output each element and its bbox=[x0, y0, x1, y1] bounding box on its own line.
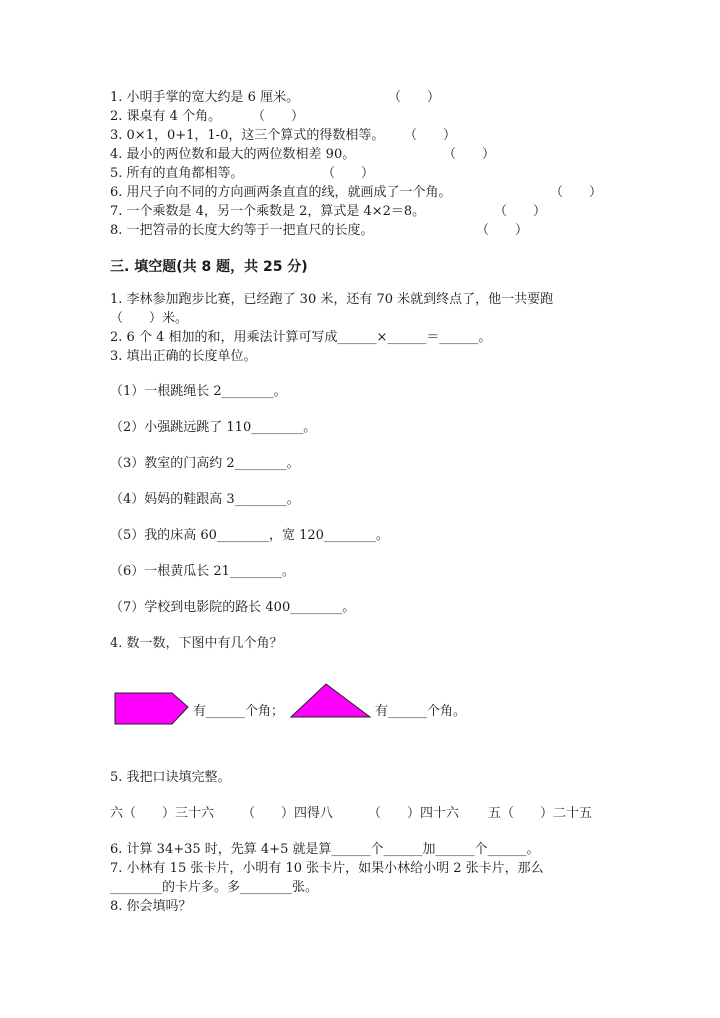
question-7-line-2: ________的卡片多。多________张。 bbox=[110, 880, 319, 895]
judgment-answer-1[interactable]: （ ） bbox=[388, 90, 441, 105]
judgment-answer-2[interactable]: （ ） bbox=[252, 109, 305, 124]
question-5-item-3: （ ）四十六 bbox=[368, 806, 460, 821]
judgment-answer-5[interactable]: （ ） bbox=[322, 166, 375, 181]
section-title: 三. 填空题(共 8 题，共 25 分) bbox=[110, 259, 308, 275]
judgment-answer-4[interactable]: （ ） bbox=[443, 147, 496, 162]
judgment-answer-8[interactable]: （ ） bbox=[476, 223, 529, 238]
judgment-item-6: 6. 用尺子向不同的方向画两条直直的线，就画成了一个角。 bbox=[110, 185, 452, 200]
question-3-item-1: （1）一根跳绳长 2________。 bbox=[110, 384, 287, 399]
pentagon-shape bbox=[114, 692, 190, 726]
judgment-item-4: 4. 最小的两位数和最大的两位数相差 90。 bbox=[110, 147, 356, 162]
judgment-answer-3[interactable]: （ ） bbox=[404, 128, 457, 143]
judgment-answer-6[interactable]: （ ） bbox=[550, 185, 603, 200]
question-5: 5. 我把口诀填完整。 bbox=[110, 770, 231, 785]
question-3-item-6: （6）一根黄瓜长 21________。 bbox=[110, 564, 295, 579]
judgment-item-7: 7. 一个乘数是 4，另一个乘数是 2，算式是 4×2＝8。 bbox=[110, 204, 426, 219]
question-1-line-1: 1. 李林参加跑步比赛，已经跑了 30 米，还有 70 米就到终点了，他一共要跑 bbox=[110, 292, 554, 307]
triangle-shape bbox=[290, 683, 372, 719]
question-3-item-2: （2）小强跳远跳了 110________。 bbox=[110, 420, 317, 435]
judgment-item-1: 1. 小明手掌的宽大约是 6 厘米。 bbox=[110, 90, 300, 105]
question-3-item-3: （3）教室的门高约 2________。 bbox=[110, 456, 300, 471]
judgment-answer-7[interactable]: （ ） bbox=[494, 204, 547, 219]
question-3-item-7: （7）学校到电影院的路长 400________。 bbox=[110, 600, 356, 615]
question-5-item-1: 六（ ）三十六 bbox=[110, 806, 215, 821]
question-1-line-2: （ ）米。 bbox=[110, 311, 189, 326]
question-7-line-1: 7. 小林有 15 张卡片，小明有 10 张卡片，如果小林给小明 2 张卡片，那么 bbox=[110, 861, 544, 876]
question-6: 6. 计算 34+35 时，先算 4+5 就是算______个______加______个______。 bbox=[110, 842, 540, 857]
question-3-item-4: （4）妈妈的鞋跟高 3________。 bbox=[110, 492, 300, 507]
question-4: 4. 数一数，下图中有几个角？ bbox=[110, 636, 283, 651]
question-5-item-2: （ ）四得八 bbox=[242, 806, 334, 821]
question-5-item-4: 五（ ）二十五 bbox=[488, 806, 593, 821]
question-4-label-2: 有______个角。 bbox=[375, 704, 467, 719]
question-3: 3. 填出正确的长度单位。 bbox=[110, 349, 257, 364]
question-2: 2. 6 个 4 相加的和，用乘法计算可写成______×______＝______。 bbox=[110, 330, 492, 345]
judgment-item-2: 2. 课桌有 4 个角。 bbox=[110, 109, 222, 124]
question-8: 8. 你会填吗？ bbox=[110, 899, 192, 914]
question-3-item-5: （5）我的床高 60________，宽 120________。 bbox=[110, 528, 389, 543]
question-4-label-1: 有______个角； bbox=[193, 704, 285, 719]
judgment-item-3: 3. 0×1，0+1，1-0，这三个算式的得数相等。 bbox=[110, 128, 385, 143]
judgment-item-8: 8. 一把笤帚的长度大约等于一把直尺的长度。 bbox=[110, 223, 374, 238]
judgment-item-5: 5. 所有的直角都相等。 bbox=[110, 166, 244, 181]
